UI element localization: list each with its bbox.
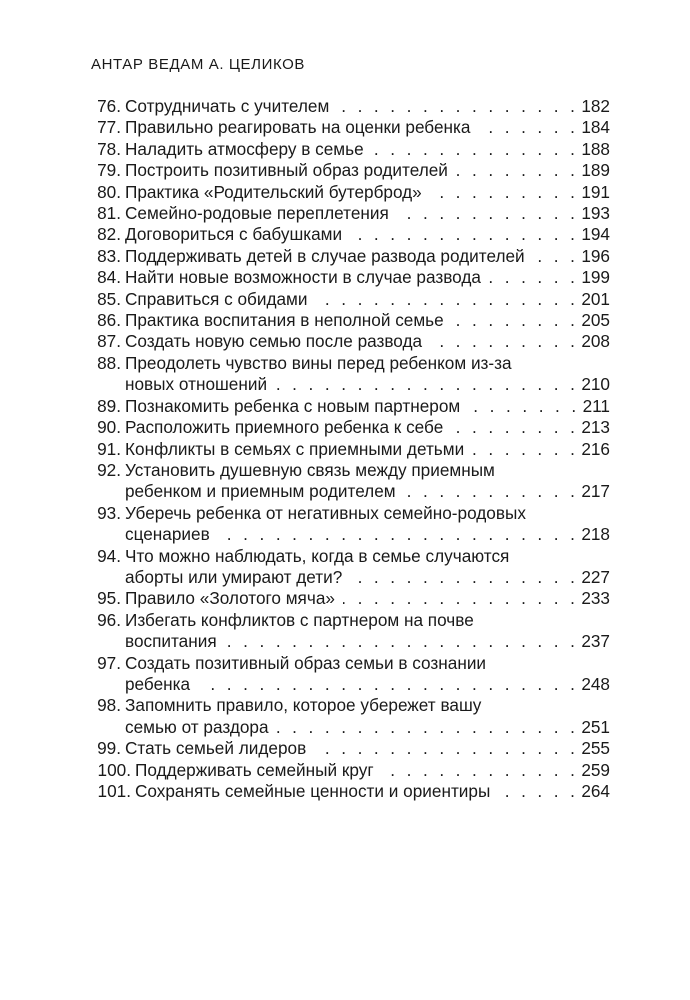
dot-leader xyxy=(372,139,579,160)
toc-entry-number: 86. xyxy=(97,310,121,331)
toc-entry xyxy=(91,224,610,245)
toc-entry-body xyxy=(121,610,610,653)
toc-entry-number: 97. xyxy=(97,652,121,673)
toc-entry-title: Конфликты в семьях с приемными детьми xyxy=(125,438,465,459)
toc-entry-title: Уберечь ребенка от негативных семейно-родовых xyxy=(125,502,526,523)
toc-entry-title: Стать семьей лидеров xyxy=(125,738,307,759)
toc-entry-page-number: 191 xyxy=(581,181,610,202)
toc-entry-title: Наладить атмосферу в семье xyxy=(125,138,364,159)
table-of-contents xyxy=(91,96,610,802)
toc-entry-number: 87. xyxy=(97,331,121,352)
toc-entry-line xyxy=(125,738,610,759)
toc-entry-body xyxy=(121,396,610,417)
toc-entry-number: 82. xyxy=(97,224,121,245)
toc-entry-title: Правильно реагировать на оценки ребенка xyxy=(125,117,471,138)
dot-leader xyxy=(472,439,578,460)
toc-entry-line xyxy=(125,417,610,438)
toc-entry-page-number: 264 xyxy=(581,781,610,801)
dot-leader xyxy=(382,760,579,781)
toc-entry-body xyxy=(121,546,610,589)
toc-entry-line xyxy=(125,588,610,609)
toc-entry-title: Правило «Золотого мяча» xyxy=(125,588,335,609)
dot-leader xyxy=(337,96,578,117)
toc-entry xyxy=(91,396,610,417)
toc-entry-title: Договориться с бабушками xyxy=(125,224,343,245)
dot-leader xyxy=(430,182,579,203)
toc-entry-line xyxy=(125,96,610,117)
toc-entry-title: воспитания xyxy=(125,631,217,652)
toc-entry-line xyxy=(125,396,610,417)
toc-entry-title: Сотрудничать с учителем xyxy=(125,96,330,116)
toc-entry xyxy=(91,289,610,310)
toc-entry-title: аборты или умирают дети? xyxy=(125,566,343,587)
toc-entry-page-number: 233 xyxy=(581,588,610,609)
toc-entry xyxy=(91,546,610,589)
toc-entry xyxy=(91,760,610,781)
toc-entry-title: Найти новые возможности в случае развода xyxy=(125,267,481,288)
toc-entry-page-number: 210 xyxy=(581,374,610,395)
toc-entry-body xyxy=(121,182,610,203)
toc-entry-body xyxy=(121,160,610,181)
toc-entry-line xyxy=(125,331,610,352)
toc-entry-number: 81. xyxy=(97,203,121,224)
toc-entry-line xyxy=(125,160,610,181)
toc-entry-title: Поддерживать детей в случае развода родителей xyxy=(125,245,525,266)
dot-leader xyxy=(350,224,578,245)
toc-entry-body xyxy=(121,289,610,310)
toc-entry-body xyxy=(121,588,610,609)
toc-entry-number: 100. xyxy=(97,759,131,780)
dot-leader xyxy=(489,267,578,288)
toc-entry-page-number: 218 xyxy=(581,524,610,545)
toc-entry-title: Справиться с обидами xyxy=(125,288,308,309)
toc-entry-page-number: 255 xyxy=(581,738,610,759)
toc-entry xyxy=(91,610,610,653)
toc-entry-page-number: 199 xyxy=(581,267,610,288)
toc-entry-number: 101. xyxy=(97,781,131,801)
toc-entry xyxy=(91,353,610,396)
toc-entry xyxy=(91,460,610,503)
toc-entry-title: семью от раздора xyxy=(125,716,269,737)
toc-entry-line xyxy=(125,353,610,374)
dot-leader xyxy=(478,117,578,138)
toc-entry xyxy=(91,439,610,460)
toc-entry-line xyxy=(125,717,610,738)
toc-entry xyxy=(91,139,610,160)
toc-entry-page-number: 205 xyxy=(581,310,610,331)
toc-entry-body xyxy=(121,695,610,738)
dot-leader xyxy=(452,310,579,331)
toc-entry-body xyxy=(131,760,610,781)
toc-entry-line xyxy=(125,439,610,460)
toc-entry-line xyxy=(125,224,610,245)
toc-entry-number: 79. xyxy=(97,160,121,181)
toc-entry-number: 76. xyxy=(97,96,121,116)
dot-leader xyxy=(533,246,579,267)
toc-entry-page-number: 216 xyxy=(581,438,610,459)
dot-leader xyxy=(275,374,578,395)
toc-entry-title: Построить позитивный образ родителей xyxy=(125,160,448,181)
toc-entry-page-number: 194 xyxy=(581,224,610,245)
toc-entry-number: 95. xyxy=(97,588,121,609)
dot-leader xyxy=(350,567,578,588)
toc-entry-number: 78. xyxy=(97,138,121,159)
toc-entry-number: 93. xyxy=(97,502,121,523)
toc-entry-title: Поддерживать семейный круг xyxy=(135,759,374,780)
toc-entry-number: 94. xyxy=(97,545,121,566)
toc-entry-title: Познакомить ребенка с новым партнером xyxy=(125,395,461,416)
toc-entry-page-number: 227 xyxy=(581,566,610,587)
toc-entry-page-number: 251 xyxy=(581,716,610,737)
toc-entry-body xyxy=(121,738,610,759)
dot-leader xyxy=(468,396,579,417)
toc-entry xyxy=(91,203,610,224)
toc-entry xyxy=(91,182,610,203)
toc-entry-number: 83. xyxy=(97,245,121,266)
toc-entry xyxy=(91,738,610,759)
toc-entry xyxy=(91,160,610,181)
toc-entry-title: Избегать конфликтов с партнером на почве xyxy=(125,609,474,630)
toc-entry-title: ребенка xyxy=(125,673,191,694)
toc-entry-line xyxy=(125,460,610,481)
dot-leader xyxy=(456,160,578,181)
toc-entry-body xyxy=(121,417,610,438)
toc-entry xyxy=(91,417,610,438)
toc-entry-page-number: 201 xyxy=(581,288,610,309)
toc-entry-page-number: 182 xyxy=(581,96,610,116)
toc-entry xyxy=(91,267,610,288)
toc-entry-body xyxy=(121,439,610,460)
toc-entry-line xyxy=(125,524,610,545)
toc-entry-page-number: 196 xyxy=(581,245,610,266)
toc-entry-title: сценариев xyxy=(125,524,210,545)
toc-entry-line xyxy=(125,310,610,331)
toc-entry-number: 84. xyxy=(97,267,121,288)
dot-leader xyxy=(397,203,579,224)
dot-leader xyxy=(218,524,579,545)
toc-entry-page-number: 217 xyxy=(581,481,610,502)
toc-entry-body xyxy=(121,503,610,546)
toc-entry-number: 89. xyxy=(97,395,121,416)
toc-entry-line xyxy=(125,374,610,395)
toc-entry-body xyxy=(131,781,610,802)
toc-entry-body xyxy=(121,460,610,503)
toc-entry-line xyxy=(125,267,610,288)
toc-entry xyxy=(91,781,610,802)
dot-leader xyxy=(451,417,578,438)
toc-entry-title: Практика «Родительский бутерброд» xyxy=(125,181,422,202)
toc-entry-number: 77. xyxy=(97,117,121,138)
toc-entry-number: 96. xyxy=(97,609,121,630)
toc-entry-number: 92. xyxy=(97,459,121,480)
toc-entry-body xyxy=(121,224,610,245)
toc-entry-line xyxy=(125,182,610,203)
toc-entry-page-number: 193 xyxy=(581,203,610,224)
toc-entry-line xyxy=(125,503,610,524)
dot-leader xyxy=(498,781,578,802)
toc-entry-body xyxy=(121,117,610,138)
dot-leader xyxy=(225,631,579,652)
toc-entry-body xyxy=(121,353,610,396)
toc-entry-page-number: 208 xyxy=(581,331,610,352)
toc-entry-page-number: 189 xyxy=(581,160,610,181)
toc-entry-title: Сохранять семейные ценности и ориентиры xyxy=(135,781,491,801)
toc-entry-line xyxy=(125,117,610,138)
toc-entry-title: Преодолеть чувство вины перед ребенком из-за xyxy=(125,352,512,373)
toc-entry-body xyxy=(121,203,610,224)
toc-entry-line xyxy=(125,631,610,652)
toc-entry-line xyxy=(125,610,610,631)
toc-entry-title: Создать новую семью после развода xyxy=(125,331,423,352)
toc-entry xyxy=(91,246,610,267)
toc-entry-title: Запомнить правило, которое убережет вашу xyxy=(125,695,482,716)
dot-leader xyxy=(315,289,578,310)
toc-entry-line xyxy=(125,289,610,310)
toc-entry-title: Расположить приемного ребенка к себе xyxy=(125,417,444,438)
toc-entry-title: новых отношений xyxy=(125,374,268,395)
toc-entry xyxy=(91,331,610,352)
toc-entry-page-number: 184 xyxy=(581,117,610,138)
dot-leader xyxy=(277,717,579,738)
toc-entry-line xyxy=(135,760,610,781)
toc-entry-body xyxy=(121,267,610,288)
toc-entry-title: Практика воспитания в неполной семье xyxy=(125,310,444,331)
toc-entry-line xyxy=(125,481,610,502)
toc-entry-line xyxy=(135,781,610,802)
running-header: АНТАР ВЕДАМ А. ЦЕЛИКОВ xyxy=(91,56,306,73)
toc-entry-number: 99. xyxy=(97,738,121,759)
toc-entry xyxy=(91,588,610,609)
toc-entry-number: 91. xyxy=(97,438,121,459)
dot-leader xyxy=(404,481,579,502)
dot-leader xyxy=(314,738,578,759)
toc-entry xyxy=(91,503,610,546)
toc-entry-title: Что можно наблюдать, когда в семье случаются xyxy=(125,545,510,566)
toc-entry-page-number: 248 xyxy=(581,673,610,694)
toc-entry-title: Установить душевную связь между приемным xyxy=(125,459,495,480)
toc-entry xyxy=(91,96,610,117)
toc-entry-title: ребенком и приемным родителем xyxy=(125,481,396,502)
toc-entry-line xyxy=(125,674,610,695)
toc-entry-body xyxy=(121,96,610,117)
toc-entry-line xyxy=(125,139,610,160)
toc-entry-page-number: 237 xyxy=(581,631,610,652)
toc-entry-page-number: 211 xyxy=(582,395,610,416)
toc-entry-page-number: 188 xyxy=(581,138,610,159)
toc-entry-number: 98. xyxy=(97,695,121,716)
dot-leader xyxy=(198,674,578,695)
toc-entry xyxy=(91,653,610,696)
toc-entry-line xyxy=(125,695,610,716)
toc-entry-body xyxy=(121,246,610,267)
toc-entry-title: Создать позитивный образ семьи в сознании xyxy=(125,652,487,673)
toc-entry-line xyxy=(125,246,610,267)
toc-entry-title: Семейно-родовые переплетения xyxy=(125,203,389,224)
toc-entry-body xyxy=(121,139,610,160)
toc-entry-number: 88. xyxy=(97,352,121,373)
toc-entry-body xyxy=(121,331,610,352)
toc-entry-body xyxy=(121,653,610,696)
toc-entry xyxy=(91,117,610,138)
toc-entry-number: 90. xyxy=(97,417,121,438)
toc-entry-line xyxy=(125,653,610,674)
toc-entry xyxy=(91,310,610,331)
toc-entry-page-number: 259 xyxy=(581,759,610,780)
toc-entry-number: 85. xyxy=(97,288,121,309)
toc-entry-line xyxy=(125,203,610,224)
toc-entry-page-number: 213 xyxy=(581,417,610,438)
toc-entry-body xyxy=(121,310,610,331)
toc-entry-number: 80. xyxy=(97,181,121,202)
dot-leader xyxy=(430,331,578,352)
dot-leader xyxy=(343,588,578,609)
toc-entry xyxy=(91,695,610,738)
toc-entry-line xyxy=(125,546,610,567)
toc-entry-line xyxy=(125,567,610,588)
